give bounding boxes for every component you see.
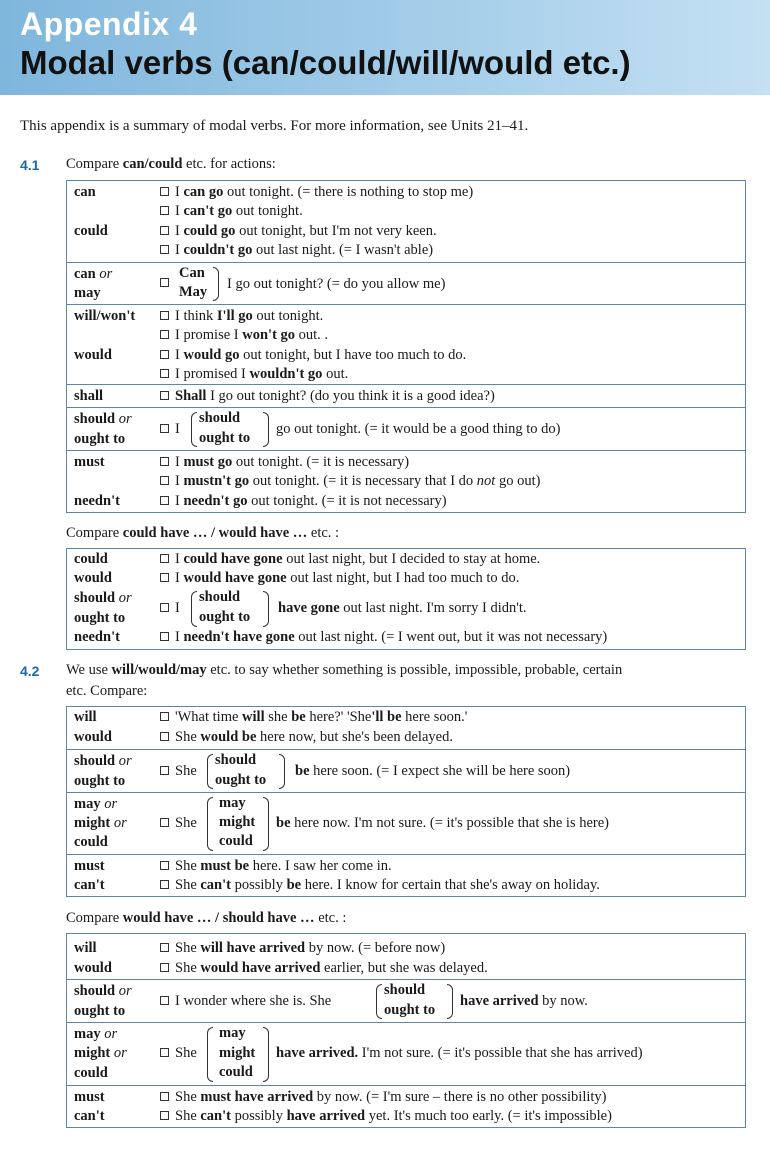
modal-label: can or bbox=[74, 266, 113, 282]
example-sentence: She must be here. I saw her come in. bbox=[160, 857, 392, 875]
example-sentence: I wonder where she is. She bbox=[160, 992, 331, 1010]
bracket-option: could bbox=[219, 833, 253, 849]
example-continuation: go out tonight. (= it would be a good thing to do) bbox=[276, 421, 561, 437]
checkbox-icon bbox=[160, 963, 169, 972]
table-row-group bbox=[67, 749, 745, 792]
modal-label: could bbox=[74, 223, 108, 239]
checkbox-icon bbox=[160, 245, 169, 254]
section-heading-cont: etc. Compare: bbox=[66, 683, 148, 699]
checkbox-icon bbox=[160, 457, 169, 466]
table-row-group bbox=[67, 1085, 745, 1127]
bracket-icon bbox=[207, 797, 213, 851]
checkbox-icon bbox=[160, 732, 169, 741]
section-number: 4.1 bbox=[20, 157, 40, 173]
checkbox-icon bbox=[160, 330, 169, 339]
bracket-icon bbox=[376, 984, 382, 1019]
bracket-icon bbox=[213, 267, 219, 301]
table-row-group bbox=[67, 934, 745, 979]
example-sentence: I promised I wouldn't go out. bbox=[160, 365, 348, 383]
bracket-option: ought to bbox=[384, 1002, 436, 1018]
bracket-option: ought to bbox=[215, 772, 267, 788]
modal-label: ought to bbox=[74, 773, 126, 789]
example-continuation: be here now. I'm not sure. (= it's possible that she is here) bbox=[276, 815, 610, 831]
modal-label: will bbox=[74, 709, 97, 725]
example-sentence: I bbox=[160, 599, 180, 617]
modal-label: must bbox=[74, 454, 105, 470]
intro-text: This appendix is a summary of modal verbs. For more information, see Units 21–41. bbox=[20, 118, 529, 134]
checkbox-icon bbox=[160, 311, 169, 320]
modal-label: would bbox=[74, 347, 112, 363]
example: I can go out tonight. (= there is nothing to stop me) bbox=[160, 183, 473, 201]
modal-label: should or bbox=[74, 983, 132, 999]
bracket-option: might bbox=[219, 814, 256, 830]
modal-label: could bbox=[74, 834, 108, 850]
modal-label: may or bbox=[74, 1026, 118, 1042]
bracket-icon bbox=[191, 591, 197, 627]
bracket-option: ought to bbox=[199, 430, 251, 446]
checkbox-icon bbox=[160, 861, 169, 870]
bracket-icon bbox=[207, 754, 213, 789]
table-row-group bbox=[67, 1022, 745, 1085]
checkbox-icon bbox=[160, 476, 169, 485]
page-title: Modal verbs (can/could/will/would etc.) bbox=[20, 44, 631, 81]
example-sentence: She would have arrived earlier, but she was delayed. bbox=[160, 959, 488, 977]
modal-label: will bbox=[74, 940, 97, 956]
bracket-icon bbox=[279, 754, 285, 789]
example-sentence: I bbox=[160, 420, 180, 438]
checkbox-icon bbox=[160, 818, 169, 827]
bracket-option: Can bbox=[179, 265, 205, 281]
checkbox-icon bbox=[160, 880, 169, 889]
bracket-option: could bbox=[219, 1064, 253, 1080]
example-continuation: have arrived. I'm not sure. (= it's possible that she has arrived) bbox=[276, 1045, 643, 1061]
modal-label: can't bbox=[74, 1108, 105, 1124]
example-sentence: I needn't go out tonight. (= it is not necessary) bbox=[160, 492, 447, 510]
example-continuation: I go out tonight? (= do you allow me) bbox=[227, 276, 446, 292]
checkbox-icon bbox=[160, 554, 169, 563]
example-sentence: She will have arrived by now. (= before now) bbox=[160, 939, 445, 957]
modal-label: could bbox=[74, 1065, 108, 1081]
example-sentence: I promise I won't go out. . bbox=[160, 326, 328, 344]
checkbox-icon bbox=[160, 424, 169, 433]
modal-label: could bbox=[74, 551, 108, 567]
modal-label: might or bbox=[74, 815, 127, 831]
table-row-group bbox=[67, 707, 745, 749]
checkbox-icon bbox=[160, 226, 169, 235]
example: I could go out tonight, but I'm not very keen. bbox=[160, 222, 437, 240]
example-sentence: She must have arrived by now. (= I'm sure – there is no other possibility) bbox=[160, 1088, 607, 1106]
example-sentence: She would be here now, but she's been delayed. bbox=[160, 728, 453, 746]
compare-heading: Compare would have … / should have … etc. : bbox=[66, 910, 347, 926]
checkbox-icon bbox=[160, 1111, 169, 1120]
modal-label: ought to bbox=[74, 431, 126, 447]
example-sentence: I would have gone out last night, but I had too much to do. bbox=[160, 569, 519, 587]
modal-label: can't bbox=[74, 877, 105, 893]
example: I couldn't go out last night. (= I wasn't able) bbox=[160, 241, 433, 259]
checkbox-icon bbox=[160, 766, 169, 775]
checkbox-icon bbox=[160, 187, 169, 196]
compare-heading: Compare could have … / would have … etc. : bbox=[66, 525, 340, 541]
modal-label: must bbox=[74, 858, 105, 874]
example-sentence: She bbox=[160, 762, 197, 780]
example-sentence: I needn't have gone out last night. (= I went out, but it was not necessary) bbox=[160, 628, 607, 646]
row-will-would bbox=[67, 304, 745, 384]
section-number: 4.2 bbox=[20, 663, 40, 679]
bracket-option: should bbox=[199, 410, 241, 426]
checkbox-icon bbox=[160, 350, 169, 359]
bracket-option: May bbox=[179, 284, 208, 300]
bracket-icon bbox=[191, 412, 197, 447]
checkbox-icon bbox=[160, 943, 169, 952]
example: I can't go out tonight. bbox=[160, 202, 303, 220]
example-continuation: be here soon. (= I expect she will be here soon) bbox=[295, 763, 571, 779]
modal-label: will/won't bbox=[74, 308, 136, 324]
bracket-option: might bbox=[219, 1045, 256, 1061]
modal-label: might or bbox=[74, 1045, 127, 1061]
bracket-option: should bbox=[384, 982, 426, 998]
checkbox-icon bbox=[160, 632, 169, 641]
example-sentence: She can't possibly be here. I know for certain that she's away on holiday. bbox=[160, 876, 600, 894]
section-heading: We use will/would/may etc. to say whether something is possible, impossible, probable, certain bbox=[66, 662, 623, 678]
modal-label: would bbox=[74, 960, 112, 976]
modal-label: ought to bbox=[74, 610, 126, 626]
table-row-group bbox=[67, 549, 745, 649]
checkbox-icon bbox=[160, 278, 169, 287]
bracket-icon bbox=[263, 591, 269, 627]
bracket-option: ought to bbox=[199, 609, 251, 625]
table-could-have bbox=[66, 548, 746, 650]
example-sentence: She bbox=[160, 814, 197, 832]
checkbox-icon bbox=[160, 496, 169, 505]
example-sentence: I could have gone out last night, but I decided to stay at home. bbox=[160, 550, 540, 568]
modal-label: would bbox=[74, 570, 112, 586]
bracket-icon bbox=[263, 412, 269, 447]
checkbox-icon bbox=[160, 573, 169, 582]
bracket-icon bbox=[447, 984, 453, 1019]
checkbox-icon bbox=[160, 603, 169, 612]
modal-label: may or bbox=[74, 796, 118, 812]
modal-label: should or bbox=[74, 590, 132, 606]
example-continuation: have gone out last night. I'm sorry I didn't. bbox=[278, 600, 527, 616]
modal-label: should or bbox=[74, 411, 132, 427]
example-sentence: Shall I go out tonight? (do you think it is a good idea?) bbox=[160, 387, 495, 405]
example-continuation: have arrived by now. bbox=[460, 993, 588, 1009]
table-row-group bbox=[67, 854, 745, 896]
table-would-have bbox=[66, 933, 746, 1128]
checkbox-icon bbox=[160, 996, 169, 1005]
checkbox-icon bbox=[160, 369, 169, 378]
example-sentence: I mustn't go out tonight. (= it is necessary that I do not go out) bbox=[160, 472, 540, 490]
table-actions bbox=[66, 180, 746, 513]
row-can-may bbox=[67, 262, 745, 304]
example-sentence: 'What time will she be here?' 'She'll be here soon.' bbox=[160, 708, 467, 726]
appendix-label: Appendix 4 bbox=[20, 6, 198, 42]
example-sentence bbox=[160, 274, 175, 292]
example-sentence: She bbox=[160, 1044, 197, 1062]
modal-label: may bbox=[74, 285, 101, 301]
modal-label: needn't bbox=[74, 493, 120, 509]
checkbox-icon bbox=[160, 1092, 169, 1101]
checkbox-icon bbox=[160, 206, 169, 215]
bracket-option: should bbox=[215, 752, 257, 768]
example-sentence: I would go out tonight, but I have too much to do. bbox=[160, 346, 466, 364]
row-must bbox=[67, 450, 745, 512]
example-sentence: I must go out tonight. (= it is necessary) bbox=[160, 453, 409, 471]
checkbox-icon bbox=[160, 1048, 169, 1057]
modal-label: needn't bbox=[74, 629, 120, 645]
checkbox-icon bbox=[160, 391, 169, 400]
bracket-option: may bbox=[219, 1025, 246, 1041]
row-can-could bbox=[67, 181, 745, 262]
example-sentence: She can't possibly have arrived yet. It's much too early. (= it's impossible) bbox=[160, 1107, 612, 1125]
bracket-option: may bbox=[219, 795, 246, 811]
bracket-icon bbox=[263, 797, 269, 851]
modal-label: must bbox=[74, 1089, 105, 1105]
row-shall bbox=[67, 384, 745, 407]
table-possibility bbox=[66, 706, 746, 897]
bracket-option: should bbox=[199, 589, 241, 605]
checkbox-icon bbox=[160, 712, 169, 721]
table-row-group bbox=[67, 979, 745, 1022]
modal-label: shall bbox=[74, 388, 104, 404]
table-row-group bbox=[67, 792, 745, 854]
appendix-header bbox=[0, 0, 770, 95]
modal-label: should or bbox=[74, 753, 132, 769]
modal-label: ought to bbox=[74, 1003, 126, 1019]
row-should bbox=[67, 407, 745, 450]
modal-label: would bbox=[74, 729, 112, 745]
example-sentence: I think I'll go out tonight. bbox=[160, 307, 323, 325]
section-heading: Compare can/could etc. for actions: bbox=[66, 156, 276, 172]
modal-label: can bbox=[74, 184, 96, 200]
bracket-icon bbox=[207, 1027, 213, 1082]
bracket-icon bbox=[263, 1027, 269, 1082]
